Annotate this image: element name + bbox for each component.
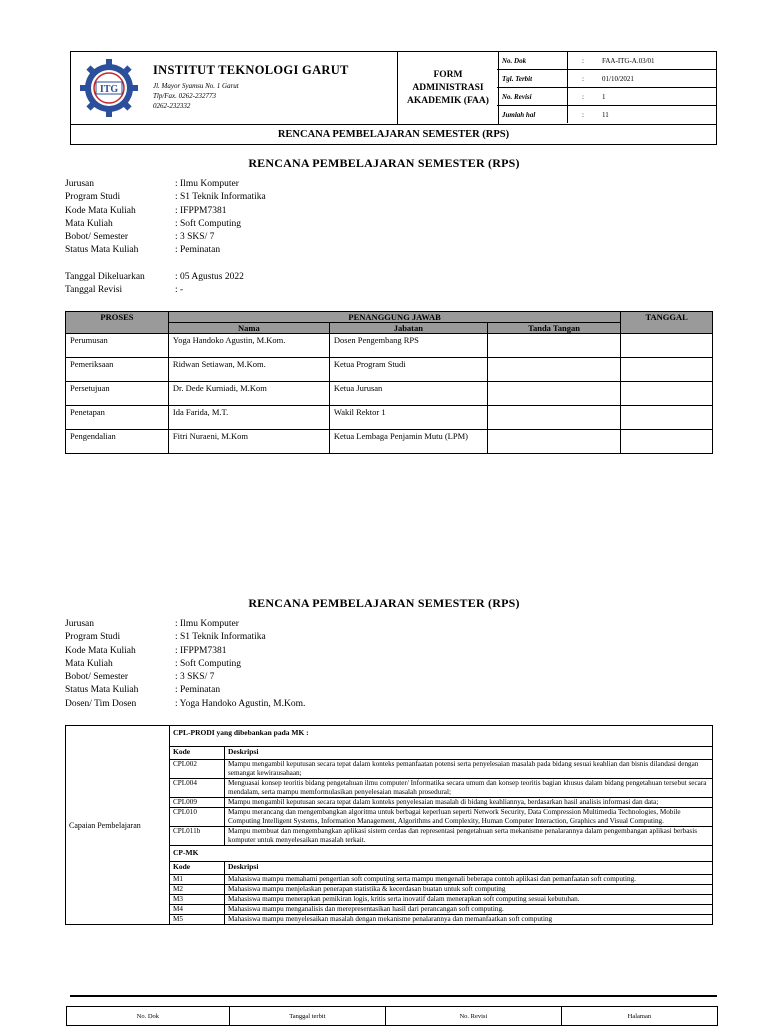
cell-nama: Ida Farida, M.T.	[168, 406, 329, 430]
meta-colon: :	[568, 52, 593, 70]
info-value: : S1 Teknik Informatika	[175, 192, 266, 203]
info-value: : -	[175, 285, 184, 296]
info-label: Status Mata Kuliah	[65, 245, 139, 256]
meta-key: Jumlah hal	[497, 106, 568, 124]
cell-tanda-tangan	[487, 358, 620, 382]
cell-kode: CPL004	[170, 779, 225, 798]
col-deskripsi: Deskripsi	[225, 747, 713, 760]
cell-jabatan: Wakil Rektor 1	[329, 406, 487, 430]
table-row	[66, 334, 713, 358]
col-tanda-tangan: Tanda Tangan	[487, 323, 620, 334]
info-row	[65, 284, 266, 297]
info-row	[65, 178, 266, 191]
info-row	[65, 698, 305, 711]
cell-kode: CPL011b	[170, 827, 225, 846]
info-row	[65, 631, 305, 644]
cell-proses: Perumusan	[66, 334, 169, 358]
info-label: Mata Kuliah	[65, 218, 113, 229]
itg-logo-icon	[79, 58, 139, 118]
footer-no-revisi: No. Revisi	[385, 1007, 561, 1026]
cell-nama: Fitri Nuraeni, M.Kom	[168, 430, 329, 454]
meta-row	[497, 88, 716, 106]
cell-tanggal	[621, 334, 713, 358]
cell-deskripsi: Mampu merancang dan mengembangkan algoritma untuk berbagai keperluan seperti Network Security, Data Compression Multimedia Technologies, Mobile Computing Intelligent Systems, Information Management, Algorithms and Complexity, Human Computer Interaction, Graphics and Visual Computing.	[225, 808, 713, 827]
info-row	[65, 271, 266, 284]
cell-kode: M5	[170, 915, 225, 925]
cell-jabatan: Ketua Jurusan	[329, 382, 487, 406]
info-row	[65, 671, 305, 684]
section1-title: RENCANA PEMBELAJARAN SEMESTER (RPS)	[248, 156, 520, 170]
col-nama: Nama	[168, 323, 329, 334]
meta-value: 01/10/2021	[592, 70, 716, 88]
info-row	[65, 231, 266, 244]
info-row	[65, 205, 266, 218]
meta-row	[497, 70, 716, 88]
col-deskripsi: Deskripsi	[225, 862, 713, 875]
info-label: Jurusan	[65, 179, 95, 189]
cell-tanggal	[621, 358, 713, 382]
cell-nama: Dr. Dede Kurniadi, M.Kom	[168, 382, 329, 406]
cell-kode: CPL002	[170, 760, 225, 779]
col-kode: Kode	[170, 747, 225, 760]
cell-kode: M1	[170, 875, 225, 885]
svg-text:ITG: ITG	[99, 84, 119, 95]
info-row	[65, 244, 266, 257]
cell-deskripsi: Mahasiswa mampu menganalisis dan merepresentasikan hasil dari perancangan soft computing.	[225, 905, 713, 915]
info-label: Tanggal Dikeluarkan	[65, 271, 145, 282]
info-label: Kode Mata Kuliah	[65, 205, 136, 216]
meta-key: No. Revisi	[497, 88, 568, 106]
info-label: Dosen/ Tim Dosen	[65, 698, 137, 709]
cell-kode: CPL010	[170, 808, 225, 827]
info-value: : 05 Agustus 2022	[175, 271, 244, 282]
meta-row	[497, 106, 716, 124]
cell-nama: Yoga Handoko Agustin, M.Kom.	[168, 334, 329, 358]
section2-course-info	[65, 618, 305, 711]
info-label: Bobot/ Semester	[65, 232, 129, 243]
form-title: FORM ADMINISTRASI AKADEMIK (FAA)	[397, 52, 499, 124]
meta-colon: :	[568, 88, 593, 106]
info-row	[65, 645, 305, 658]
section-header: CPL-PRODI yang dibebankan pada MK :	[170, 726, 713, 747]
document-meta-table	[497, 52, 716, 123]
cell-jabatan: Ketua Lembaga Penjamin Mutu (LPM)	[329, 430, 487, 454]
section2-title: RENCANA PEMBELAJARAN SEMESTER (RPS)	[248, 596, 520, 610]
col-kode: Kode	[170, 862, 225, 875]
info-label: Program Studi	[65, 632, 121, 643]
header-subtitle: RENCANA PEMBELAJARAN SEMESTER (RPS)	[70, 125, 717, 145]
meta-value: FAA-ITG-A.03/01	[592, 52, 716, 70]
info-row	[65, 218, 266, 231]
info-value: : IFPPM7381	[175, 205, 227, 216]
col-tanggal: TANGGAL	[621, 312, 713, 334]
col-proses: PROSES	[66, 312, 169, 334]
info-label: Program Studi	[65, 192, 121, 203]
footer-table	[66, 1006, 718, 1026]
cell-deskripsi: Mampu membuat dan mengembangkan aplikasi sistem cerdas dan representasi pengetahuan serta mekanisme penalarannya dalam pengembangan aplikasi berbasis komputer untuk menyelesaikan masalah terkait.	[225, 827, 713, 846]
cell-deskripsi: Mahasiswa mampu memahami pengertian soft computing serta mampu mengenali beberapa contoh aplikasi dan pemanfaatan soft computing.	[225, 875, 713, 885]
meta-value: 1	[592, 88, 716, 106]
cell-tanggal	[621, 406, 713, 430]
table-row	[66, 430, 713, 454]
info-row	[65, 191, 266, 204]
meta-colon: :	[582, 110, 584, 119]
cell-deskripsi: Mahasiswa mampu menerapkan pemikiran logis, kritis serta inovatif dalam menerapkan soft computing sesuai kebutuhan.	[225, 895, 713, 905]
footer-tanggal-terbit: Tanggal terbit	[229, 1007, 385, 1026]
cell-jabatan: Dosen Pengembang RPS	[329, 334, 487, 358]
info-label: Tanggal Revisi	[65, 285, 123, 296]
info-value: : Peminatan	[175, 245, 221, 256]
meta-row	[497, 52, 716, 70]
info-value: : S1 Teknik Informatika	[175, 632, 266, 643]
cell-deskripsi: Mampu mengambil keputusan secara tepat dalam konteks pemanfaatan potensi serta penyelesaian masalah pada bidang sesuai keahlian dan bisnis dilandasi dengan semangat kewirausahaan;	[225, 760, 713, 779]
info-row	[65, 658, 305, 671]
meta-key: Tgl. Terbit	[497, 70, 568, 88]
cell-tanggal	[621, 382, 713, 406]
info-value: : 3 SKS/ 7	[175, 672, 215, 683]
table-row	[66, 406, 713, 430]
cell-proses: Persetujuan	[66, 382, 169, 406]
cell-kode: CPL009	[170, 798, 225, 808]
cell-tanda-tangan	[487, 334, 620, 358]
cell-tanggal	[621, 430, 713, 454]
info-value: : Yoga Handoko Agustin, M.Kom.	[175, 698, 306, 709]
info-value: : Soft Computing	[175, 658, 241, 669]
cell-kode: M3	[170, 895, 225, 905]
info-value: : Soft Computing	[175, 218, 241, 229]
col-penanggung-jawab: PENANGGUNG JAWAB	[168, 312, 620, 323]
cell-proses: Pengendalian	[66, 430, 169, 454]
learning-outcomes-table	[65, 725, 713, 925]
info-label: Status Mata Kuliah	[65, 685, 139, 696]
info-label: Kode Mata Kuliah	[65, 645, 136, 656]
info-label: Mata Kuliah	[65, 658, 113, 669]
footer-no-dok: No. Dok	[67, 1007, 230, 1026]
cell-proses: Pemeriksaan	[66, 358, 169, 382]
section-header: CP-MK	[170, 846, 713, 862]
institution-address: Jl. Mayor Syamsu No. 1 Garut Tlp/Fax. 0262-232773 0262-232332	[153, 82, 239, 110]
table-row	[66, 382, 713, 406]
cell-deskripsi: Mahasiswa mampu menjelaskan penerapan statistika & kecerdasan buatan untuk soft computing	[225, 885, 713, 895]
info-label: Jurusan	[65, 619, 95, 629]
info-row	[65, 618, 305, 631]
institution-name: INSTITUT TEKNOLOGI GARUT	[153, 63, 349, 77]
col-jabatan: Jabatan	[329, 323, 487, 334]
section-header-row	[66, 726, 713, 747]
info-value: : Ilmu Komputer	[175, 179, 239, 189]
cell-tanda-tangan	[487, 406, 620, 430]
side-label: Capaian Pembelajaran	[66, 726, 170, 925]
cell-deskripsi: Mampu mengambil keputusan secara tepat dalam konteks penyelesaian masalah di bidang keahliannya, berdasarkan hasil analisis informasi dan data;	[225, 798, 713, 808]
info-value: : Ilmu Komputer	[175, 619, 239, 629]
section1-course-info	[65, 178, 266, 297]
info-value: : IFPPM7381	[175, 645, 227, 656]
meta-value: 11	[602, 110, 609, 119]
meta-key: No. Dok	[497, 52, 568, 70]
footer-separator	[70, 995, 717, 997]
cell-deskripsi: Menguasai konsep teoritis bidang pengetahuan ilmu computer/ Informatika secara umum dan konsep teoritis bagian khusus dalam bidang pengetahuan tersebut secara mendalam, serta mampu memformulasikan penyelesaian masalah prosedural;	[225, 779, 713, 798]
cell-kode: M2	[170, 885, 225, 895]
table-row	[66, 358, 713, 382]
info-label: Bobot/ Semester	[65, 672, 129, 683]
cell-nama: Ridwan Setiawan, M.Kom.	[168, 358, 329, 382]
cell-deskripsi: Mahasiswa mampu menyelesaikan masalah dengan mekanisme penalarannya dan memanfaatkan soft computing	[225, 915, 713, 925]
cell-kode: M4	[170, 905, 225, 915]
meta-colon: :	[568, 70, 593, 88]
document-header	[70, 51, 717, 125]
cell-tanda-tangan	[487, 382, 620, 406]
cell-proses: Penetapan	[66, 406, 169, 430]
cell-jabatan: Ketua Program Studi	[329, 358, 487, 382]
info-value: : 3 SKS/ 7	[175, 232, 215, 243]
info-row	[65, 684, 305, 697]
footer-halaman: Halaman	[561, 1007, 717, 1026]
info-value: : Peminatan	[175, 685, 221, 696]
cell-tanda-tangan	[487, 430, 620, 454]
approval-table	[65, 311, 713, 454]
